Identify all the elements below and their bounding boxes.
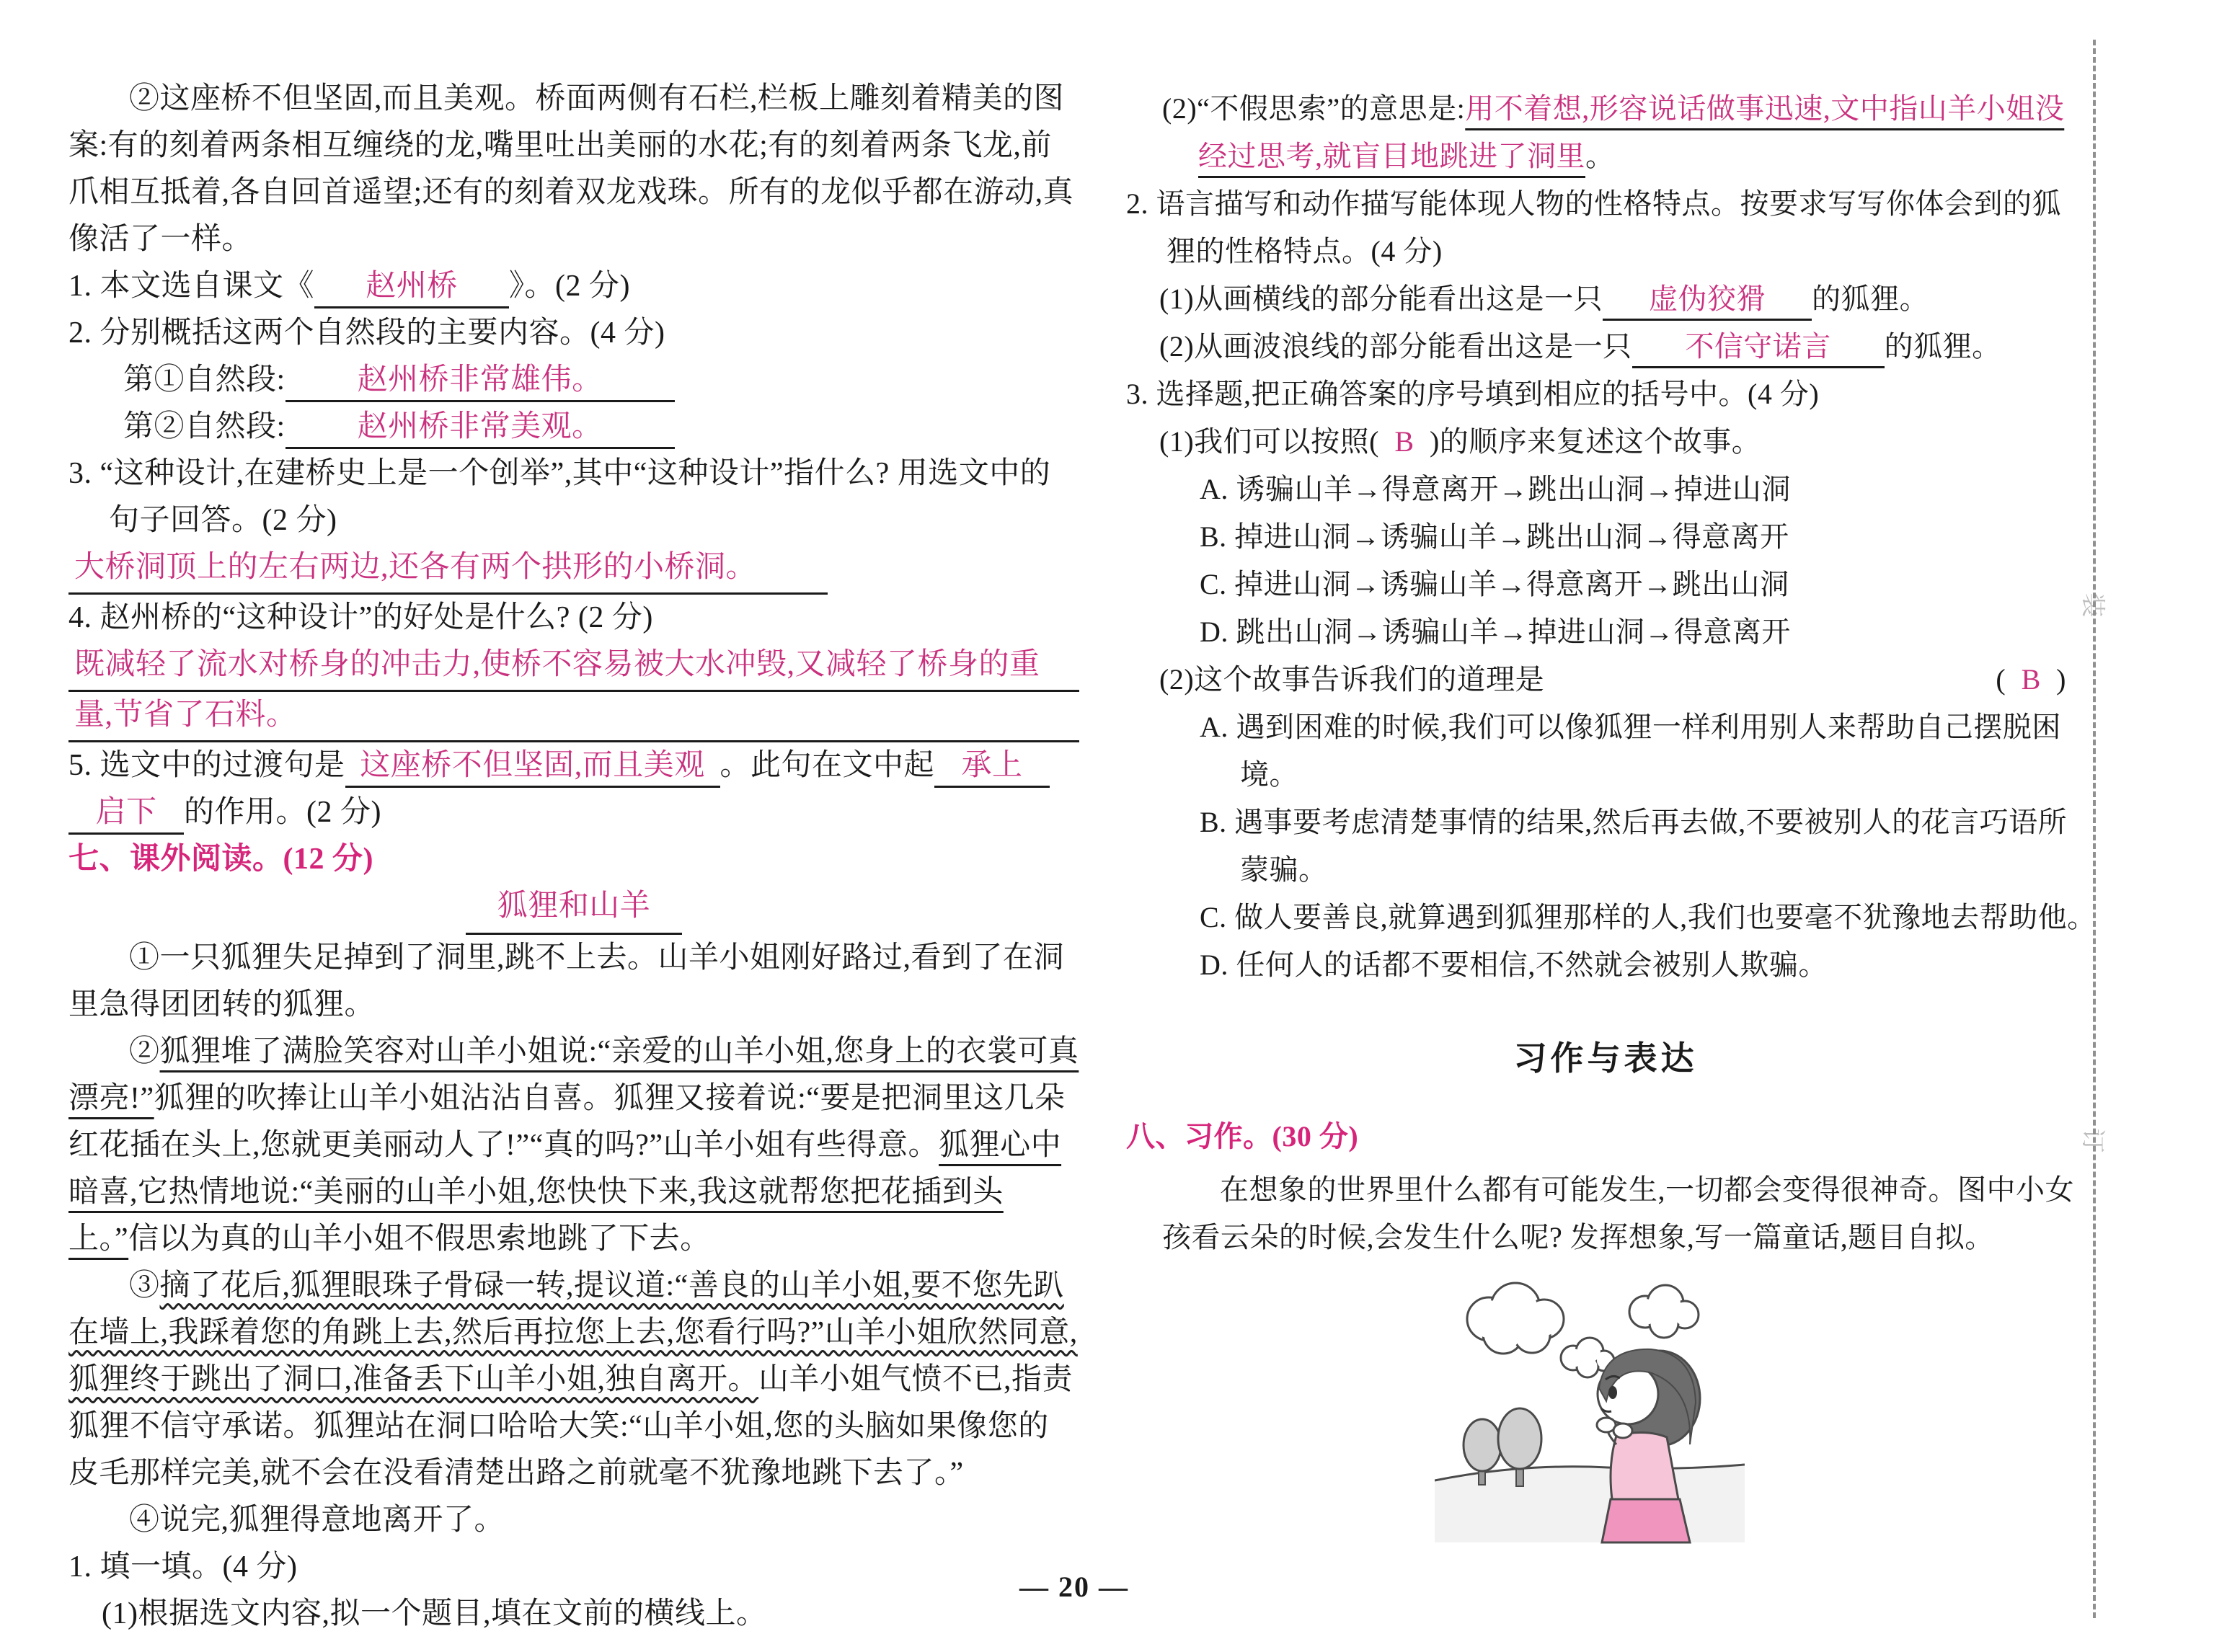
bracket-close: ) xyxy=(2056,663,2066,696)
section-8-heading: 八、习作。(30 分) xyxy=(1126,1120,1359,1153)
girl-skirt xyxy=(1602,1499,1690,1542)
q5-answer1-blank xyxy=(345,747,720,788)
section-7-heading: 七、课外阅读。(12 分) xyxy=(68,843,373,876)
q1-pre: 1. 本文选自课文《 xyxy=(68,270,315,303)
q2-item1-label: 第①自然段: xyxy=(123,363,285,396)
fill-q-item2-answer: 用不着想,形容说话做事迅速,文中指山羊小姐没经过思考,就盲目地跳进了洞里 xyxy=(1198,92,2065,172)
binding-mark-2: 订 xyxy=(2078,1128,2106,1153)
q5-answer2b-blank xyxy=(68,794,184,835)
p2-end: 信以为真的山羊小姐不假思索地跳了下去。 xyxy=(128,1222,711,1256)
r-q3-item1-answer: B xyxy=(1394,425,1414,458)
p2-middle: 狐狸的吹捧让山羊小姐沾沾自喜。狐狸又接着说:“要是把洞里这几朵红花插在头上,您就更美丽动人了!”“真的吗?”山羊小姐有些得意。 xyxy=(68,1082,1066,1162)
r-q2-item1-blank xyxy=(1603,282,1812,321)
r-q3-item1 xyxy=(1126,418,2085,466)
girl-shirt xyxy=(1611,1432,1678,1499)
q5-line-1 xyxy=(68,742,1079,789)
cloud-right-icon xyxy=(1629,1285,1699,1338)
q5-answer2a: 承上 xyxy=(961,749,1023,782)
q5-answer2a-blank xyxy=(934,747,1050,788)
q3-answer-line: 大桥洞顶上的左右两边,还各有两个拱形的小桥洞。 xyxy=(68,544,828,595)
bracket-open: ( xyxy=(1996,663,2006,696)
fill-question xyxy=(68,1544,1079,1638)
q4-stem: 4. 赵州桥的“这种设计”的好处是什么? (2 分) xyxy=(68,601,653,634)
r-q3-item2-stem: (2)这个故事告诉我们的道理是 xyxy=(1159,663,1545,696)
reading-title: 狐狸和山羊 xyxy=(466,883,683,935)
q2-item2 xyxy=(68,404,1079,450)
q2-item1-blank xyxy=(285,362,675,402)
left-column xyxy=(68,76,1079,1638)
reading-title-wrap xyxy=(68,883,1079,935)
passage-text: ②这座桥不但坚固,而且美观。桥面两侧有石栏,栏板上雕刻着精美的图案:有的刻着两条相互缠绕的龙,嘴里吐出美丽的水花;有的刻着两条飞龙,前爪相互抵着,各自回首遥望;还有的刻着双龙戏珠。所有的龙似乎都在游动,真像活了一样。 xyxy=(68,82,1074,256)
question-4 xyxy=(68,595,1079,742)
question-1 xyxy=(68,263,1079,310)
option-d1: D. 跳出山洞→诱骗山羊→掉进山洞→得意离开 xyxy=(1200,616,1791,648)
option-b2: B. 遇事要考虑清楚事情的结果,然后再去做,不要被别人的花言巧语所蒙骗。 xyxy=(1200,806,2068,886)
r-q2-item2-pre: (2)从画波浪线的部分能看出这是一只 xyxy=(1159,330,1632,363)
fill-q-item2-post: 。 xyxy=(1585,140,1615,172)
fill-q-item1: (1)根据选文内容,拟一个题目,填在文前的横线上。 xyxy=(102,1597,767,1630)
question-3 xyxy=(68,450,1079,595)
option-d2: D. 任何人的话都不要相信,不然就会被别人欺骗。 xyxy=(1200,949,1828,981)
q2-item1-answer: 赵州桥非常雄伟。 xyxy=(357,363,603,396)
q2-item2-label: 第②自然段: xyxy=(123,410,285,443)
binding-mark-1: 装 xyxy=(2078,592,2106,618)
composition-prompt: 在想象的世界里什么都有可能发生,一切都会变得很神奇。图中小女孩看云朵的时候,会发生什么呢? 发挥想象,写一篇童话,题目自拟。 xyxy=(1162,1173,2074,1253)
cloud-large-icon xyxy=(1467,1283,1564,1354)
q2-item1 xyxy=(68,357,1079,404)
q4-answer-line-1: 既减轻了流水对桥身的冲击力,使桥不容易被大水冲毁,又减轻了桥身的重 xyxy=(68,641,1079,692)
q4-answer-line-2: 量,节省了石料。 xyxy=(68,692,1079,742)
q5-line-2 xyxy=(68,789,1079,836)
story-paragraph-1: ①一只狐狸失足掉到了洞里,跳不上去。山羊小姐刚好路过,看到了在洞里急得团团转的狐狸。 xyxy=(68,941,1065,1021)
q5-post: 的作用。(2 分) xyxy=(184,796,381,829)
passage-paragraph-2 xyxy=(68,76,1079,263)
r-q3-item1-pre: (1)我们可以按照( xyxy=(1159,425,1379,458)
r-q2-item2-post: 的狐狸。 xyxy=(1884,330,2001,363)
question-5 xyxy=(68,742,1079,836)
option-c1: C. 掉进山洞→诱骗山羊→得意离开→跳出山洞 xyxy=(1200,568,1789,600)
r-q2-item1-pre: (1)从画横线的部分能看出这是一只 xyxy=(1159,283,1603,315)
r-q3-stem: 3. 选择题,把正确答案的序号填到相应的括号中。(4 分) xyxy=(1126,378,1820,410)
r-q3-item1-post: )的顺序来复述这个故事。 xyxy=(1429,425,1761,458)
binding-dashed-line xyxy=(2093,40,2096,1618)
q5-pre: 5. 选文中的过渡句是 xyxy=(68,749,345,782)
q1-post: 》。(2 分) xyxy=(509,270,630,303)
r-q2-item1-post: 的狐狸。 xyxy=(1812,283,1929,315)
r-q2-item2 xyxy=(1126,323,2085,370)
question-2 xyxy=(68,310,1079,450)
q5-mid: 。此句在文中起 xyxy=(720,749,935,782)
option-a2: A. 遇到困难的时候,我们可以像狐狸一样利用别人来帮助自己摆脱困境。 xyxy=(1200,711,2061,791)
r-q3-item2-bracket xyxy=(1996,656,2085,703)
q5-answer2b: 启下 xyxy=(95,796,157,829)
girl-hand-right xyxy=(1613,1424,1632,1438)
r-q3-item2-answer: B xyxy=(2021,663,2041,696)
p2-underlined-1: 狐狸堆了满脸笑容对山羊小姐说:“亲爱的山羊小姐,您身上的衣裳可真漂亮!” xyxy=(68,1035,1079,1115)
r-q2-item2-blank xyxy=(1632,329,1885,368)
p2-number: ② xyxy=(129,1035,160,1068)
r-q2-stem: 2. 语言描写和动作描写能体现人物的性格特点。按要求写写你体会到的狐狸的性格特点。(4 分) xyxy=(1126,187,2061,267)
r-q2-item2-answer: 不信守诺言 xyxy=(1685,330,1831,363)
story-paragraph-4: ④说完,狐狸得意地离开了。 xyxy=(129,1504,505,1537)
r-q2-item1-answer: 虚伪狡猾 xyxy=(1649,283,1766,315)
q1-answer: 赵州桥 xyxy=(366,270,458,303)
right-column xyxy=(1126,85,2097,1544)
q2-item2-blank xyxy=(285,409,675,449)
composition-section-header: 习作与表达 xyxy=(1513,1040,1698,1077)
q2-stem: 2. 分别概括这两个自然段的主要内容。(4 分) xyxy=(68,316,665,350)
q3-stem: 3. “这种设计,在建桥史上是一个创举”,其中“这种设计”指什么? 用选文中的句子回答。(2 分) xyxy=(68,457,1051,537)
girl-clouds-illustration xyxy=(1435,1277,1745,1544)
q5-answer1: 这座桥不但坚固,而且美观 xyxy=(360,749,705,782)
p3-wavy-underlined: 摘了花后,狐狸眼珠子骨碌一转,提议道:“善良的山羊小姐,要不您先趴在墙上,我踩着您的角跳上去,然后再拉您上去,您看行吗?”山羊小姐欣然同意,狐狸终于跳出了洞口,准备丢下山羊小姐,独自离开。 xyxy=(68,1269,1078,1396)
p3-number: ③ xyxy=(129,1269,160,1302)
p2-underlined-2: 狐狸心中暗喜,它热情地说:“美丽的山羊小姐,您快快下来,我这就帮您把花插到头上。” xyxy=(68,1129,1062,1256)
option-a1: A. 诱骗山羊→得意离开→跳出山洞→掉进山洞 xyxy=(1200,473,1791,505)
story-paragraph-2 xyxy=(68,1029,1079,1263)
page-number: — 20 — xyxy=(1019,1571,1129,1603)
girl-eye xyxy=(1608,1386,1617,1399)
r-q2-item1 xyxy=(1126,275,2085,323)
option-c2: C. 做人要善良,就算遇到狐狸那样的人,我们也要毫不犹豫地去帮助他。 xyxy=(1200,901,2097,933)
r-q3-item2-stem-row xyxy=(1126,656,2085,703)
fill-q-stem: 1. 填一填。(4 分) xyxy=(68,1550,298,1584)
q1-answer-blank xyxy=(314,268,509,308)
p3-end: 山羊小姐气愤不已,指责狐狸不信守承诺。狐狸站在洞口哈哈大笑:“山羊小姐,您的头脑如果像您的皮毛那样完美,就不会在没看清楚出路之前就毫不犹豫地跳下去了。” xyxy=(68,1363,1073,1490)
q2-item2-answer: 赵州桥非常美观。 xyxy=(357,410,603,443)
option-b1: B. 掉进山洞→诱骗山羊→跳出山洞→得意离开 xyxy=(1200,520,1789,553)
fill-q-item2-pre: (2)“不假思索”的意思是: xyxy=(1162,92,1466,125)
fill-q-item2 xyxy=(1126,85,2085,180)
story-paragraph-3 xyxy=(68,1263,1079,1497)
